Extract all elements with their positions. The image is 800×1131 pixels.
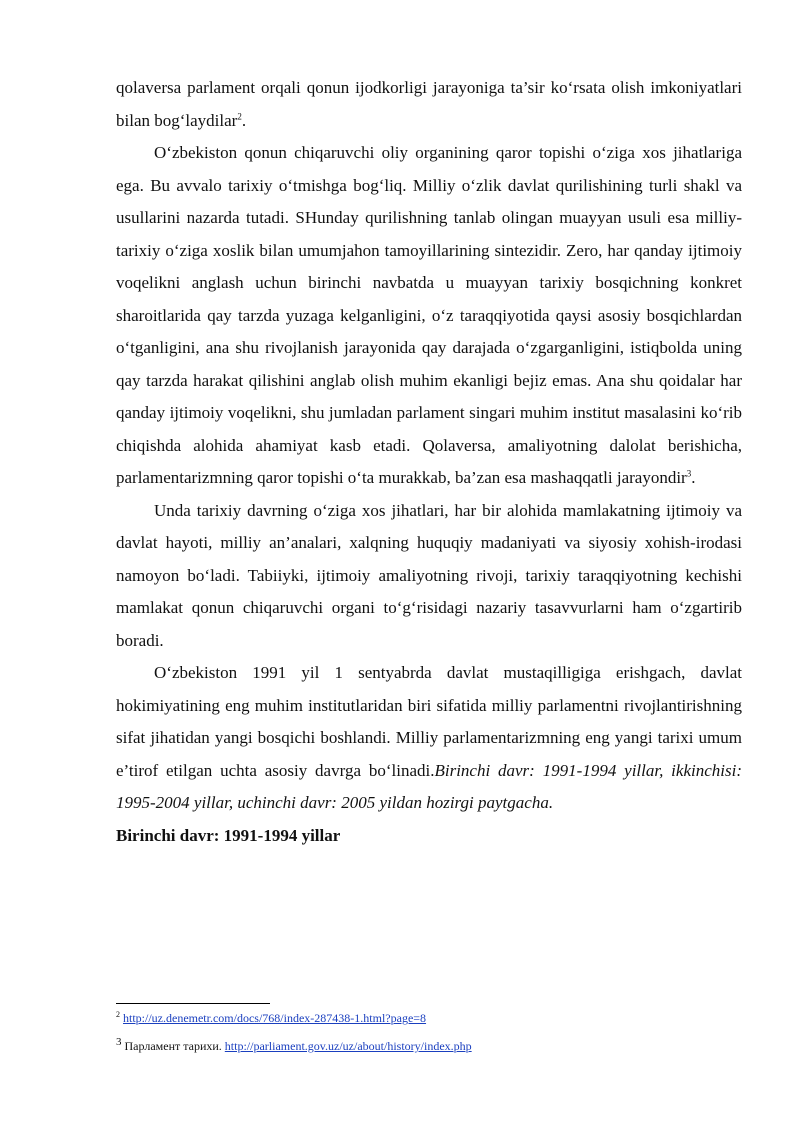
footnote-2 (116, 1010, 742, 1026)
footnotes (116, 1003, 742, 1066)
paragraph-3 (116, 495, 742, 658)
paragraph-text: Unda tarixiy davrning o‘ziga xos jihatlari, har bir alohida mamlakatning ijtimoiy va davlat hayoti, milliy an’analari, xalqning huquqiy madaniyati va siyosiy xohish-irodasi namoyon bo‘ladi. Tabiiyki, ijtimoiy amaliyotning rivoji, tarixiy taraqqiyotning kechishi mamlakat qonun chiqaruvchi organi to‘g‘risidagi nazariy tasavvurlarni ham o‘zgartirib boradi. (116, 500, 742, 650)
section-heading: Birinchi davr: 1991-1994 yillar (116, 825, 341, 845)
paragraph-italic-periods: Birinchi davr: 1991-1994 yillar, ikkinchisi: 1995-2004 yillar, uchinchi davr: 2005 yildan hozirgi paytgacha. (116, 760, 742, 812)
footnote-3 (116, 1038, 742, 1054)
footnote-ref-3[interactable]: 3 (686, 468, 692, 479)
document-body (116, 72, 742, 852)
footnote-number: 2 (116, 1010, 120, 1019)
paragraph-text: qolaversa parlament orqali qonun ijodkorligi jarayoniga ta’sir ko‘rsata olish imkoniyatlari bilan bog‘laydilar (116, 78, 742, 130)
paragraph-text: O‘zbekiston qonun chiqaruvchi oliy organining qaror topishi o‘ziga xos jihatlariga ega. Bu avvalo tarixiy o‘tmishga bog‘liq. Milliy o‘zlik davlat qurilishining turli shakl va usullarini nazarda tutadi. SHunday qurilishning tanlab olingan muayyan usuli esa milliy-tarixiy o‘ziga xoslik bilan umumjahon tamoyillarining sintezidir. Zero, har qanday ijtimoiy voqelikni anglash uchun birinchi navbatda u muayyan tarixiy bosqichning konkret sharoitlarida qay tarzda yuzaga kelganligini, o‘z taraqqiyotida qaysi asosiy bosqichlardan o‘tganligini, ana shu rivojlanish jarayonida qay darajada o‘zgarganligini, istiqbolda uning qay tarzda harakat qilishini anglab olish muhim ekanligi bejiz emas. Ana shu qoidalar har qanday ijtimoiy voqelikni, shu jumladan parlament singari muhim institut masalasini ko‘rib chiqishda alohida ahamiyat kasb etadi. Qolaversa, amaliyotning dalolat berishicha, parlamentarizmning qaror topishi o‘ta murakkab, ba’zan esa mashaqqatli jarayondir (116, 143, 742, 487)
paragraph-2 (116, 137, 742, 495)
footnote-link[interactable]: http://parliament.gov.uz/uz/about/history/index.php (224, 1039, 472, 1053)
paragraph-tail: . (241, 110, 247, 130)
footnote-ref-2[interactable]: 2 (237, 110, 242, 121)
footnote-prefix: Парламент тарихи. (124, 1039, 222, 1053)
paragraph-text: O‘zbekiston 1991 yil 1 sentyabrda davlat mustaqilligiga erishgach, davlat hokimiyatining eng muhim institutlaridan biri sifatida milliy parlamentni rivojlantirishning sifat jihatidan yangi bosqichi boshlandi. Milliy parlamentarizmning eng yangi tarixi umum e’tirof etilgan uchta asosiy davrga bo‘linadi. (116, 663, 742, 780)
footnote-divider (116, 1003, 270, 1004)
footnote-number: 3 (116, 1036, 122, 1048)
paragraph-4 (116, 657, 742, 820)
footnote-link[interactable]: http://uz.denemetr.com/docs/768/index-287438-1.html?page=8 (123, 1011, 427, 1025)
paragraph-tail: . (691, 468, 696, 487)
paragraph-1 (116, 72, 742, 137)
